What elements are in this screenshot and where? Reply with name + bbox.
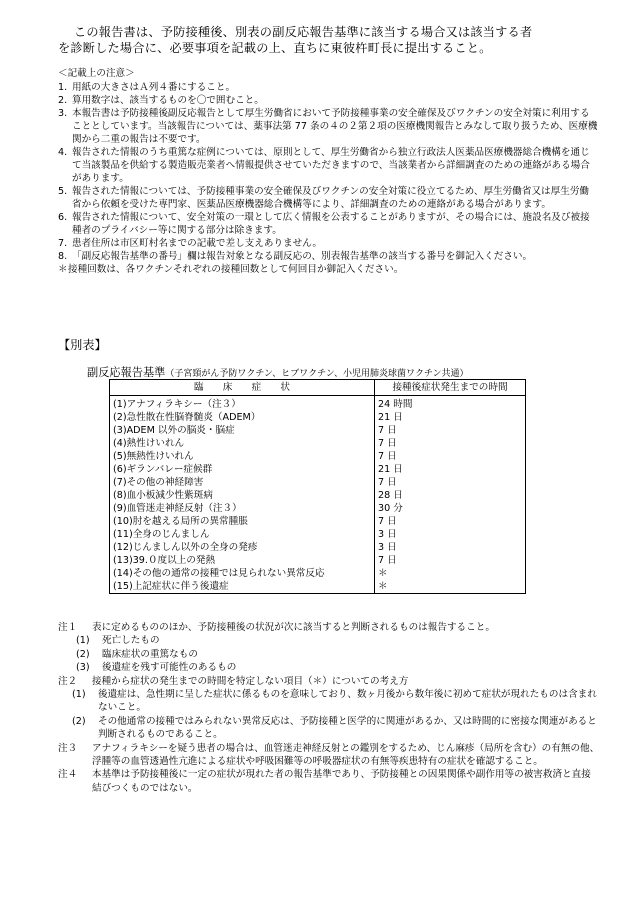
table-row	[110, 528, 526, 541]
footnote-sub-item	[58, 648, 600, 661]
criteria-table	[109, 379, 526, 594]
footnote-sub-text: 死亡したもの	[102, 635, 160, 647]
note-item	[58, 185, 598, 211]
symptom-cell: (8)血小板減少性紫斑病	[110, 489, 375, 502]
table-row	[110, 502, 526, 515]
onset-cell: 7 日	[375, 554, 526, 567]
note-item	[58, 250, 598, 263]
intro-line-2: を診断した場合に、必要事項を記載の上、直ちに東彼杵町長に提出すること。	[58, 41, 492, 55]
symptom-cell: (1)アナフィラキシー（注３）	[110, 396, 375, 412]
footnote-sub-item	[58, 661, 600, 674]
table-row	[110, 567, 526, 580]
table-row	[110, 580, 526, 594]
table-row	[110, 411, 526, 424]
footnote-1	[58, 621, 600, 634]
footnote-sub-label: (2)	[72, 715, 86, 727]
symptom-cell: (9)血管迷走神経反射（注３）	[110, 502, 375, 515]
table-header-row	[110, 380, 526, 396]
note-item	[58, 211, 598, 237]
note-item	[58, 107, 598, 146]
criteria-subtitle: （子宮頸がん予防ワクチン、ヒブワクチン、小児用肺炎球菌ワクチン共通）	[165, 369, 469, 379]
symptom-cell: (10)肘を越える局所の異常腫脹	[110, 515, 375, 528]
footnote-text: アナフィラキシーを疑う患者の場合は、血管迷走神経反射との鑑別をするため、じん麻疹（局所を含む）の有無の他、浮腫等の血管透過性亢進による症状や呼吸困難等の呼吸器症状の有無等疾患特有の症状を確認すること。	[92, 742, 600, 768]
table-row	[110, 450, 526, 463]
symptom-cell: (12)じんましん以外の全身の発疹	[110, 541, 375, 554]
table-row	[110, 463, 526, 476]
onset-cell: 3 日	[375, 541, 526, 554]
criteria-heading	[87, 364, 469, 380]
onset-cell: 30 分	[375, 502, 526, 515]
footnote-sub-text: 後遺症を残す可能性のあるもの	[102, 662, 237, 674]
footnote-sub-text: 後遺症は、急性期に呈した症状に係るものを意味しており、数ヶ月後から数年後に初めて症状が現れたものは含まれないこと。	[98, 689, 597, 714]
footnote-sub-label: (2)	[76, 648, 90, 660]
note-number: 8.	[58, 251, 68, 262]
footnote-text: 表に定めるもののほか、予防接種後の状況が次に該当すると判断されるものは報告すること。	[92, 622, 495, 633]
writing-notes	[58, 67, 598, 276]
onset-cell: 28 日	[375, 489, 526, 502]
footnote-4	[58, 768, 600, 795]
table-row	[110, 541, 526, 554]
table-row	[110, 424, 526, 437]
onset-cell: 21 日	[375, 463, 526, 476]
table-row	[110, 489, 526, 502]
footnote-label: 注２	[58, 675, 78, 687]
onset-cell: 3 日	[375, 528, 526, 541]
footnote-label: 注１	[58, 622, 78, 633]
note-text: 用紙の大きさはＡ列４番にすること。	[72, 82, 236, 93]
note-text: 報告された情報については、予防接種事業の安全確保及びワクチンの安全対策に役立てるため、厚生労働省又は厚生労働省から依頼を受けた専門家、医薬品医療機器総合機構等により、詳細調査のための連絡がある場合があります。	[72, 186, 590, 210]
header-clinical-symptom: 臨 床 症 状	[110, 380, 375, 396]
writing-notes-title: ＜記載上の注意＞	[58, 68, 135, 79]
onset-cell: 7 日	[375, 437, 526, 450]
onset-cell: 24 時間	[375, 396, 526, 412]
note-text: 患者住所は市区町村名までの記載で差し支えありません。	[72, 238, 323, 249]
table-row	[110, 476, 526, 489]
symptom-cell: (5)無熱性けいれん	[110, 450, 375, 463]
note-item	[58, 146, 598, 185]
symptom-cell: (7)その他の神経障害	[110, 476, 375, 489]
note-number: 3.	[58, 108, 68, 119]
table-row	[110, 396, 526, 412]
note-text: 接種回数は、各ワクチンそれぞれの接種回数として何回目か御記入ください。	[68, 264, 404, 275]
intro-paragraph	[58, 24, 598, 56]
footnote-sub-label: (1)	[76, 635, 90, 647]
note-number: 7.	[58, 238, 68, 249]
note-text: 「副反応報告基準の番号」欄は報告対象となる副反応の、別表報告基準の該当する番号を御記入ください。	[72, 251, 533, 262]
footnote-text: 本基準は予防接種後に一定の症状が現れた者の報告基準であり、予防接種との因果関係や副作用等の被害救済と直接結びつくものではない。	[92, 769, 591, 794]
appendix-label: 【別表】	[58, 338, 107, 352]
symptom-cell: (2)急性散在性脳脊髄炎（ADEM）	[110, 411, 375, 424]
criteria-title: 副反応報告基準	[87, 366, 166, 379]
note-text: 本報告書は予防接種後副反応報告として厚生労働省において予防接種事業の安全確保及びワクチンの安全対策に利用することとしています。当該報告については、薬事法第 77 条の４の２第２項の医療機関報告とみなして取り扱うため、医療機関から二重の報告は不要です。	[72, 108, 598, 145]
intro-line-1: この報告書は、予防接種後、別表の副反応報告基準に該当する場合又は該当する者	[74, 25, 533, 39]
footnote-label: 注４	[58, 769, 78, 781]
note-item	[58, 237, 598, 250]
symptom-cell: (11)全身のじんましん	[110, 528, 375, 541]
onset-cell: 7 日	[375, 476, 526, 489]
note-number: 6.	[58, 212, 68, 223]
note-number: 5.	[58, 186, 68, 197]
symptom-cell: (4)熱性けいれん	[110, 437, 375, 450]
note-item-star	[58, 263, 598, 276]
footnote-sub-text: その他通常の接種ではみられない異常反応は、予防接種と医学的に関連があるか、又は時間的に密接な関連があると判断されるものであること。	[98, 715, 597, 741]
onset-cell: 21 日	[375, 411, 526, 424]
symptom-cell: (15)上記症状に伴う後遺症	[110, 580, 375, 594]
symptom-cell: (14)その他の通常の接種では見られない異常反応	[110, 567, 375, 580]
note-number: 2.	[58, 95, 68, 106]
footnote-label: 注３	[58, 742, 78, 754]
footnote-sub-item	[58, 634, 600, 647]
onset-cell: ＊	[375, 567, 526, 580]
note-number: 4.	[58, 147, 68, 158]
footnote-3	[58, 742, 600, 769]
header-onset-time: 接種後症状発生までの時間	[375, 380, 526, 396]
note-item	[58, 94, 598, 107]
onset-cell: ＊	[375, 580, 526, 594]
table-row	[110, 437, 526, 450]
note-text: 報告された情報のうち重篤な症例については、原則として、厚生労働省から独立行政法人医薬品医療機器総合機構を通じて当該製品を供給する製造販売業者へ情報提供させていただきますので、当該業者から詳細調査のための連絡がある場合があります。	[72, 147, 590, 184]
table-row	[110, 554, 526, 567]
footnote-sub-item	[58, 715, 600, 742]
footnote-sub-text: 臨床症状の重篤なもの	[102, 648, 198, 660]
note-text: 報告された情報について、安全対策の一環として広く情報を公表することがありますが、その場合には、施設名及び被接種者のプライバシー等に関する部分は除きます。	[72, 212, 590, 236]
note-text: 算用数字は、該当するものを〇で囲むこと。	[72, 95, 264, 106]
onset-cell: 7 日	[375, 424, 526, 437]
table-row	[110, 515, 526, 528]
note-number: 1.	[58, 82, 68, 93]
symptom-cell: (6)ギランバレー症候群	[110, 463, 375, 476]
note-item	[58, 81, 598, 94]
symptom-cell: (3)ADEM 以外の脳炎・脳症	[110, 424, 375, 437]
footnote-2	[58, 675, 600, 688]
onset-cell: 7 日	[375, 515, 526, 528]
table-footnotes	[58, 621, 600, 795]
footnote-sub-item	[58, 688, 600, 715]
note-star-mark: ＊	[58, 264, 68, 275]
symptom-cell: (13)39.０度以上の発熱	[110, 554, 375, 567]
footnote-text: 接種から症状の発生までの時間を特定しない項目（＊）についての考え方	[92, 675, 409, 687]
footnote-sub-label: (1)	[72, 689, 86, 701]
onset-cell: 7 日	[375, 450, 526, 463]
footnote-sub-label: (3)	[76, 662, 90, 674]
